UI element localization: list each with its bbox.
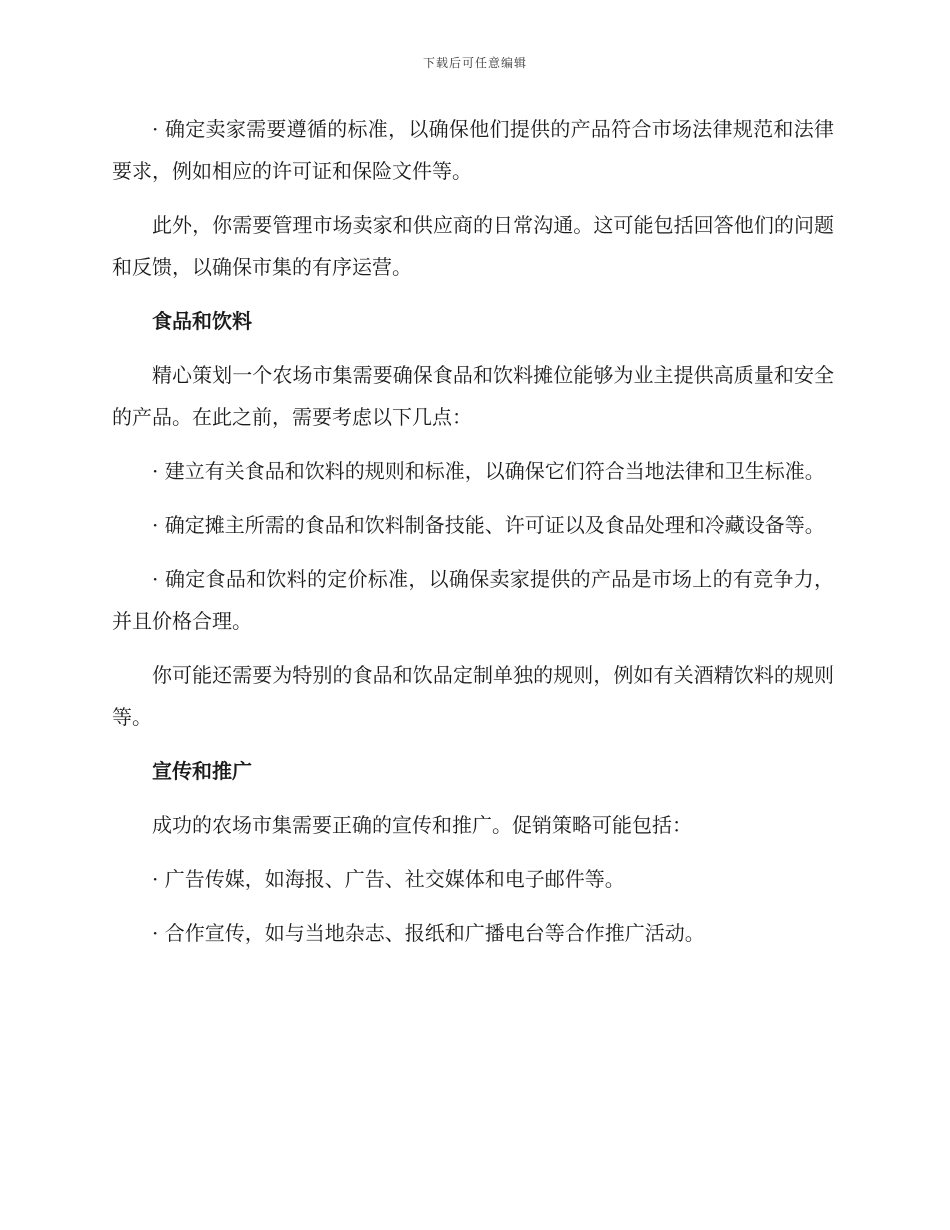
section-heading: 食品和饮料 xyxy=(152,309,252,333)
page-header: 下载后可任意编辑 xyxy=(422,56,527,70)
body-paragraph: 你可能还需要为特别的食品和饮品定制单独的规则，例如有关酒精饮料的规则等。 xyxy=(112,663,834,729)
bullet-paragraph: · 确定卖家需要遵循的标准，以确保他们提供的产品符合市场法律规范和法律要求，例如相应的许可证和保险文件等。 xyxy=(112,117,834,183)
bullet-paragraph: · 广告传媒，如海报、广告、社交媒体和电子邮件等。 xyxy=(152,867,625,891)
document-body xyxy=(112,108,834,966)
section-heading: 宣传和推广 xyxy=(152,759,252,783)
body-paragraph: 此外，你需要管理市场卖家和供应商的日常沟通。这可能包括回答他们的问题和反馈，以确保市集的有序运营。 xyxy=(112,213,834,279)
bullet-paragraph: · 确定摊主所需的食品和饮料制备技能、许可证以及食品处理和冷藏设备等。 xyxy=(152,513,825,537)
bullet-paragraph: · 确定食品和饮料的定价标准，以确保卖家提供的产品是市场上的有竞争力，并且价格合理。 xyxy=(112,567,834,633)
body-paragraph: 成功的农场市集需要正确的宣传和推广。促销策略可能包括： xyxy=(152,813,692,837)
body-paragraph: 精心策划一个农场市集需要确保食品和饮料摊位能够为业主提供高质量和安全的产品。在此之前，需要考虑以下几点： xyxy=(112,363,834,429)
bullet-paragraph: · 建立有关食品和饮料的规则和标准，以确保它们符合当地法律和卫生标准。 xyxy=(152,459,825,483)
bullet-paragraph: · 合作宣传，如与当地杂志、报纸和广播电台等合作推广活动。 xyxy=(152,921,705,945)
